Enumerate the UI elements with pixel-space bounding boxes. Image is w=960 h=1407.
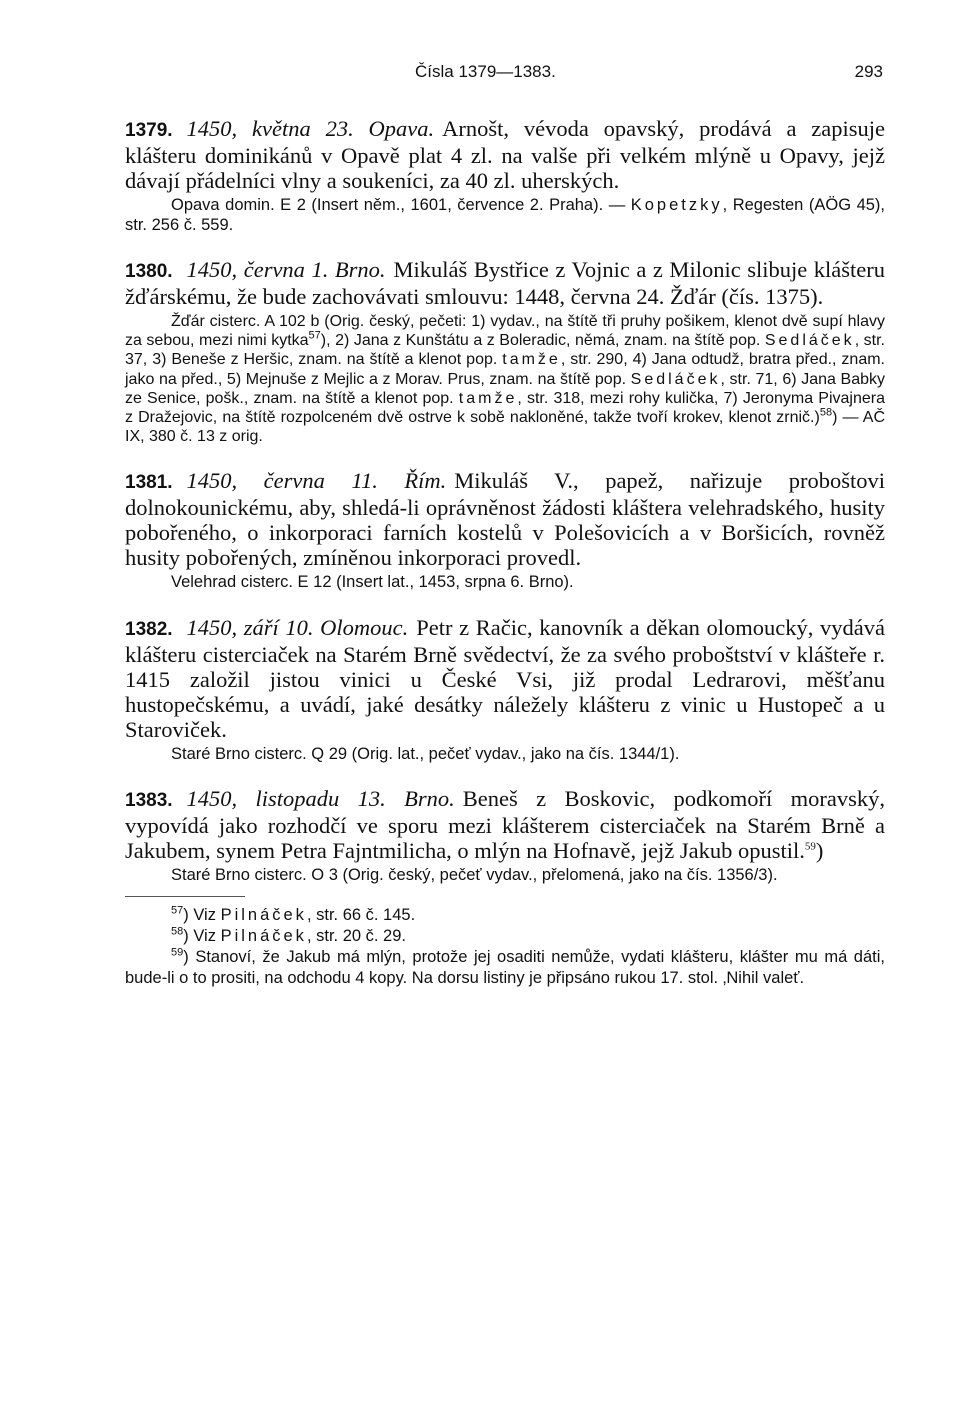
source-text: , str. 37, 3) Beneše z Heršic, znam. na štítě a klenot pop. [125, 332, 886, 369]
footnote-paren: ) [183, 926, 189, 945]
source-text: Opava domin. E 2 (Insert něm., 1601, července 2. Praha). — [171, 196, 631, 214]
regest-text [125, 116, 885, 193]
author-name: tamže [502, 351, 561, 369]
footnote-mark: 59 [171, 946, 184, 959]
footnote-ref[interactable]: 57 [308, 329, 321, 342]
entry-number: 1381. [125, 472, 173, 494]
entry-summary: Mikuláš V., papež, nařizuje proboštovi dolnokounickému, aby, shledá-li oprávněnost žádosti kláštera velehradského, husity pobořeného, o inkorporaci farních kostelů v Polešovicích a v Boršicích, rovněž husity pobořených, zmíněnou inkorporaci provedl. [125, 468, 885, 571]
entry-date: 1450, června 11. Řím. [186, 468, 447, 494]
page [125, 58, 885, 989]
source-text: , str. 318, mezi rohy kulička, 7) Jeronyma Pivajnera z Dražejovic, na štítě rozpolceném dvě ostrve k sobě nakloněné, takže tvoří krokev, klenot zrnič.) [125, 389, 886, 427]
footnote-59 [125, 947, 885, 989]
source-note [125, 312, 885, 446]
entry-number: 1380. [125, 261, 173, 282]
entry-1380 [125, 257, 885, 446]
author-name: Kopetzky [630, 196, 723, 214]
author-name: tamže [458, 389, 518, 407]
entry-date: 1450, listopadu 13. Brno. [186, 786, 455, 812]
entry-date: 1450, května 23. Opava. [186, 116, 435, 141]
regest-text [125, 468, 885, 570]
running-header [125, 58, 885, 94]
source-text: ) — AČ IX, 380 č. 13 z orig. [125, 409, 886, 446]
footnote-text: Viz [193, 926, 221, 945]
entry-summary: ) [815, 838, 824, 864]
source-text: ), 2) Jana z Kunštátu a z Boleradic, němá, znam. na štítě pop. [320, 332, 765, 350]
entry-date: 1450, září 10. Olomouc. [186, 614, 409, 640]
footnote-ref[interactable]: 58 [819, 406, 833, 419]
author-name: Sedláček [764, 332, 855, 350]
regest-text [125, 257, 885, 309]
entry-1381 [125, 468, 885, 593]
author-name: Pilnáček [220, 905, 307, 924]
footnote-mark: 58 [171, 925, 184, 938]
footnote-mark: 57 [171, 904, 184, 917]
footnote-text: Stanoví, že Jakub má mlýn, protože jej osaditi nemůže, vydati klášteru, klášter mu má dáti, bude-li o to prositi, na odchodu 4 kopy. Na dorsu listiny je připsáno rukou 17. stol. ‚Nihil valeť. [125, 947, 885, 987]
footnote-paren: ) [183, 947, 189, 966]
entry-number: 1383. [125, 790, 173, 812]
footnote-divider [125, 896, 245, 897]
source-note: Staré Brno cisterc. O 3 (Orig. český, pečeť vydav., přelomená, jako na čís. 1356/3). [171, 866, 778, 885]
footnote-57 [125, 905, 885, 926]
footnote-paren: ) [183, 905, 189, 924]
entry-1382 [125, 615, 885, 765]
footnote-text: , str. 20 č. 29. [306, 926, 406, 945]
entry-number: 1379. [125, 120, 173, 141]
author-name: Pilnáček [220, 926, 307, 945]
page-number: 293 [854, 62, 883, 81]
entry-number: 1382. [125, 618, 173, 640]
entry-1379 [125, 116, 885, 235]
entry-summary: Petr z Račic, kanovník a děkan olomoucký, vydává klášteru cisterciaček na Starém Brně svědectví, že za svého proboštství v klášteře r. 1415 založil jistou vinici u České Vsi, již prodal Ledrarovi, měšťanu hustopečskému, a uvádí, jaké desátky náležely klášteru z vinic u Hustopeč a u Staroviček. [125, 614, 886, 742]
footnote-text: Viz [193, 905, 221, 924]
regest-text [125, 615, 885, 742]
source-note: Velehrad cisterc. E 12 (Insert lat., 1453, srpna 6. Brno). [171, 573, 574, 592]
source-note [125, 196, 885, 235]
author-name: Sedláček [630, 370, 721, 388]
source-text: , str. 290, 4) Jana odtudž, bratra před., znam. jako na před., 5) Mejnuše z Mejlic a z Morav. Prus, znam. na štítě pop. [125, 351, 885, 388]
entry-1383 [125, 786, 885, 886]
entry-summary: Beneš z Boskovic, podkomoří moravský, vypovídá jako rozhodčí ve sporu mezi klášterem cisterciaček na Starém Brně a Jakubem, synem Petra Fajntmilicha, o mlýn na Hofnavě, jejž Jakub opustil. [125, 786, 885, 864]
footnote-text: , str. 66 č. 145. [306, 905, 416, 924]
regest-text [125, 786, 885, 863]
entry-summary: Mikuláš Bystřice z Vojnic a z Milonic slibuje klášteru žďárskému, že bude zachovávati smlouvu: 1448, června 24. Žďár (čís. 1375). [125, 257, 885, 309]
source-text: Žďár cisterc. A 102 b (Orig. český, pečeti: 1) vydav., na štítě tři pruhy pošikem, klenot dvě supí hlavy za sebou, mezi nimi kytka [125, 313, 885, 350]
footnote-58 [125, 926, 885, 947]
source-text: , Regesten (AÖG 45), str. 256 č. 559. [125, 196, 885, 234]
page-range: Čísla 1379—1383. [415, 62, 556, 81]
source-text: , str. 71, 6) Jana Babky ze Senice, pošk., znam. na štítě a klenot pop. [125, 370, 886, 407]
source-note: Staré Brno cisterc. Q 29 (Orig. lat., pečeť vydav., jako na čís. 1344/1). [171, 744, 680, 763]
entry-date: 1450, června 1. Brno. [186, 257, 386, 282]
footnote-ref[interactable]: 59 [804, 840, 816, 853]
entry-summary: Arnošt, vévoda opavský, prodává a zapisuje klášteru dominikánů v Opavě plat 4 zl. na valše při velkém mlýně u Opavy, jejž dávají přádelníci vlny a soukeníci, za 40 zl. uherských. [125, 116, 886, 193]
